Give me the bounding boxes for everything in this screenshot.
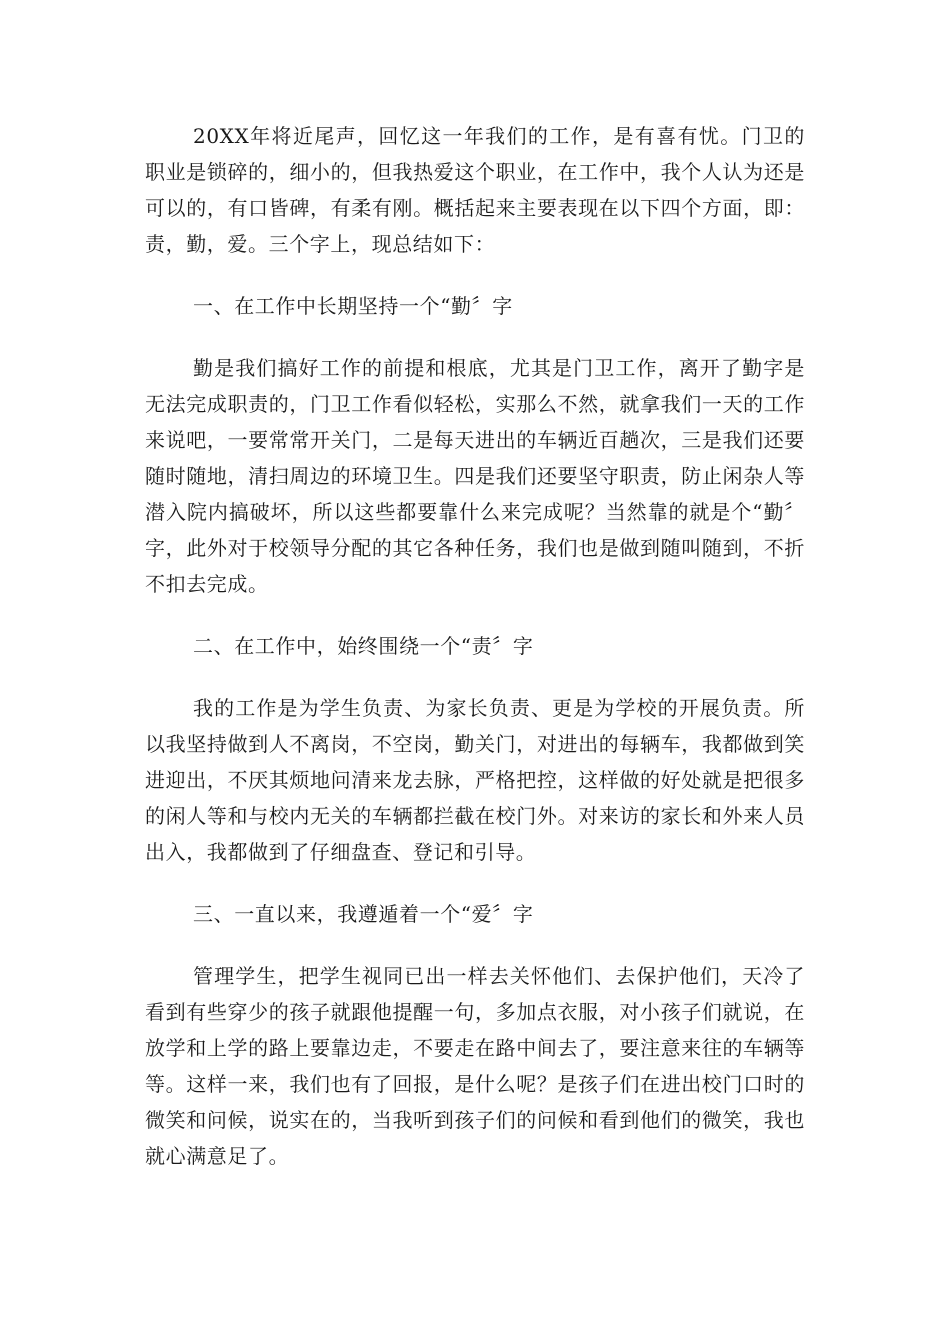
section-body-love: 管理学生，把学生视同已出一样去关怀他们、去保护他们，天冷了看到有些穿少的孩子就跟他提醒一句，多加点衣服，对小孩子们就说，在放学和上学的路上要靠边走，不要走在路中间去了，要注意来往的车辆等等。这样一来，我们也有了回报，是什么呢？是孩子们在进出校门口时的微笑和问候，说实在的，当我听到孩子们的问候和看到他们的微笑，我也就心满意足了。 [145,964,805,1168]
spacer [145,324,805,350]
spacer [145,870,805,896]
spacer [145,262,805,288]
spacer [145,932,805,958]
section-body-diligence: 勤是我们搞好工作的前提和根底，尤其是门卫工作，离开了勤字是无法完成职责的，门卫工作看似轻松，实那么不然，就拿我们一天的工作来说吧，一要常常开关门，二是每天进出的车辆近百趟次，三是我们还要随时随地，清扫周边的环境卫生。四是我们还要坚守职责，防止闲杂人等潜入院内搞破坏，所以这些都要靠什么来完成呢？当然靠的就是个“勤〞字，此外对于校领导分配的其它各种任务，我们也是做到随叫随到，不折不扣去完成。 [145,356,805,596]
section-heading-love: 三、一直以来，我遵遁着一个“爱〞字 [193,902,534,926]
spacer [145,602,805,628]
section-heading-diligence: 一、在工作中长期坚持一个“勤〞字 [193,294,513,318]
section-body-responsibility: 我的工作是为学生负责、为家长负责、更是为学校的开展负责。所以我坚持做到人不离岗，不空岗，勤关门，对进出的每辆车，我都做到笑进迎出，不厌其烦地问清来龙去脉，严格把控，这样做的好处就是把很多的闲人等和与校内无关的车辆都拦截在校门外。对来访的家长和外来人员出入，我都做到了仔细盘查、登记和引导。 [145,696,805,864]
spacer [145,664,805,690]
intro-paragraph: 20XX年将近尾声，回忆这一年我们的工作，是有喜有忧。门卫的职业是锁碎的，细小的，但我热爱这个职业，在工作中，我个人认为还是可以的，有口皆碑，有柔有刚。概括起来主要表现在以下四个方面，即：责，勤，爱。三个字上，现总结如下： [145,124,805,256]
section-heading-responsibility: 二、在工作中，始终围绕一个“责〞字 [193,634,534,658]
document-page [145,118,805,1174]
